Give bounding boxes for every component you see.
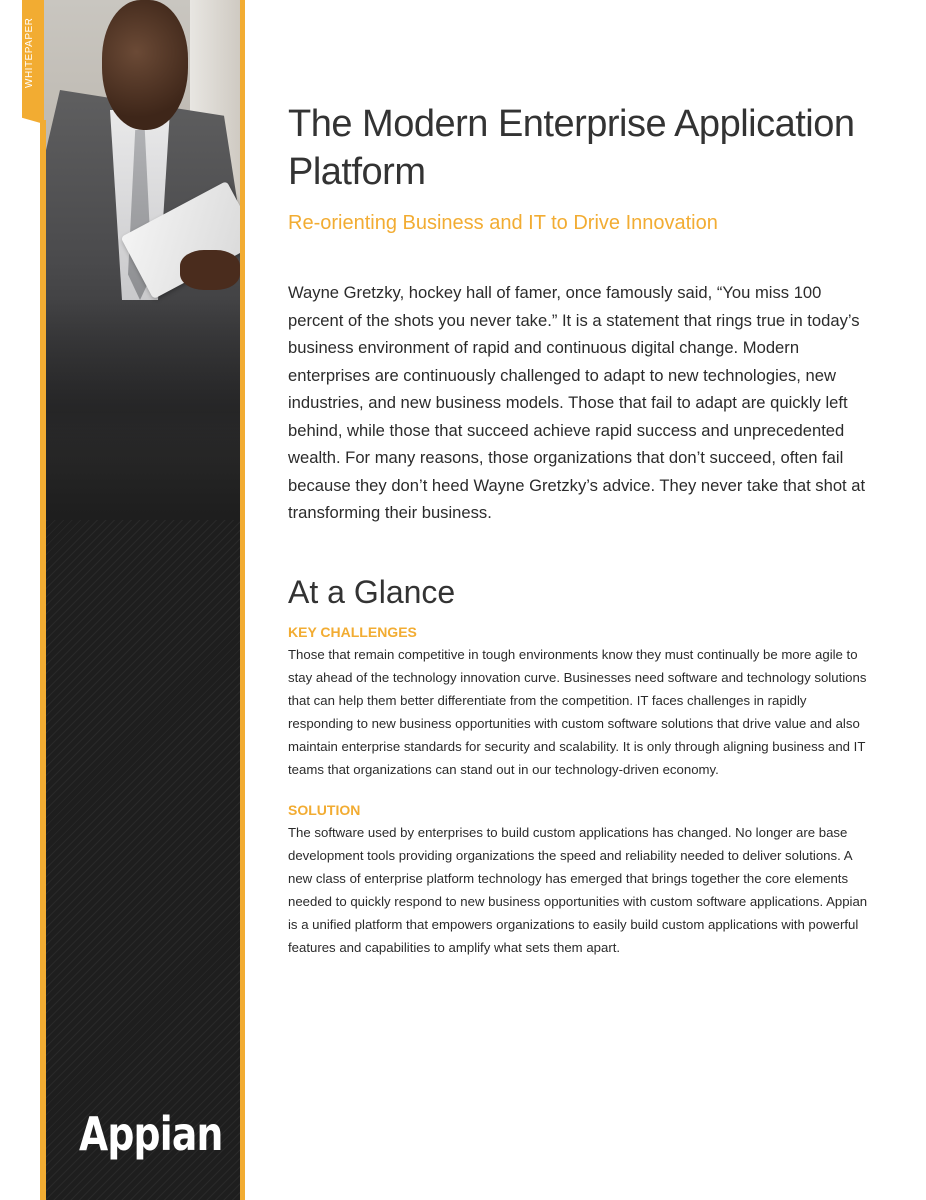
intro-paragraph: Wayne Gretzky, hockey hall of famer, once famously said, “You miss 100 percent of the shots you never take.” It is a statement that rings true in today’s business environment of rapid and continuous digital change. Modern enterprises are continuously challenged to adapt to new technologies, new industries, and new business models. Those that fail to adapt are quickly left behind, while those that succeed achieve rapid success and unprecedented wealth. For many reasons, those organizations that don’t succeed, often fail because they don’t heed Wayne Gretzky’s advice. They never take that shot at transforming their business. — [288, 283, 866, 522]
solution-heading: SOLUTION — [288, 801, 361, 818]
document-subtitle: Re-orienting Business and IT to Drive Innovation — [288, 212, 718, 234]
sidebar-accent-border — [240, 0, 245, 1200]
sidebar-accent-bar — [40, 120, 46, 1200]
key-challenges-heading: KEY CHALLENGES — [288, 623, 417, 640]
cover-photo — [40, 0, 240, 520]
glance-heading: At a Glance — [288, 573, 456, 610]
sidebar — [0, 0, 244, 1200]
appian-logo: Appian — [79, 1107, 223, 1161]
document-title: The Modern Enterprise Application Platform — [288, 103, 855, 193]
solution-text: The software used by enterprises to build custom applications has changed. No longer are base development tools providing organizations the speed and reliability needed to deliver solutions. A new class of enterprise platform technology has emerged that brings together the core elements needed to quickly respond to new business opportunities with custom software applications. Appian is a unified platform that empowers organizations to easily build custom applications with powerful features and capabilities to amplify what sets them apart. — [288, 824, 868, 955]
whitepaper-tag-label: WHITEPAPER — [24, 17, 35, 88]
main-content — [288, 100, 868, 959]
key-challenges-text: Those that remain competitive in tough environments know they must continually be more agile to stay ahead of the technology innovation curve. Businesses need software and technology solutions that can help them better differentiate from the competition. IT faces challenges in rapidly responding to new business opportunities with custom software solutions that drive value and also maintain enterprise standards for security and scalability. It is only through aligning business and IT teams that organizations can stand out in our technology-driven economy. — [288, 646, 867, 777]
